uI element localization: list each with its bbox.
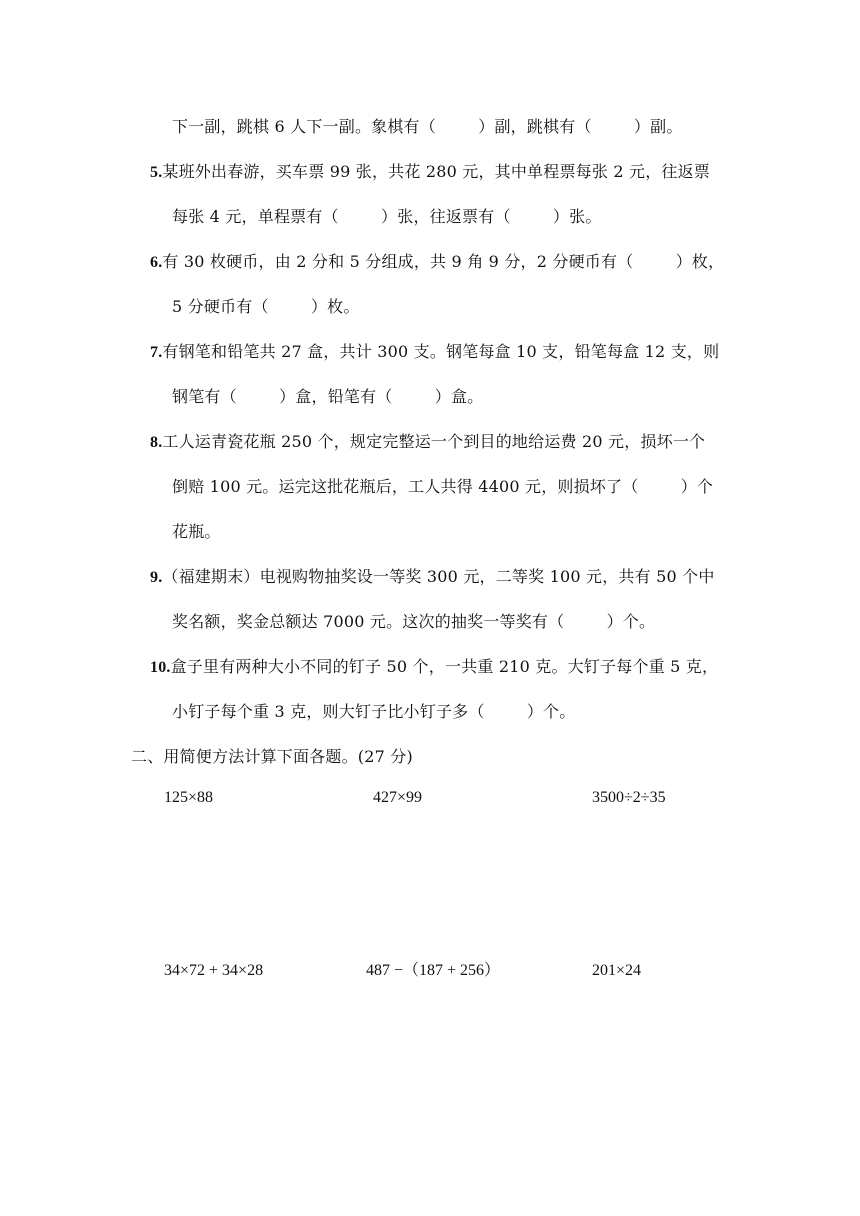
- question-8-line-1: [150, 432, 705, 453]
- question-9-line-2: 奖名额，奖金总额达 7000 元。这次的抽奖一等奖有（ ）个。: [172, 612, 656, 631]
- calc-expression-3: 3500÷2÷35: [592, 789, 666, 806]
- calc-expression-5: 487 −（187 + 256）: [366, 962, 501, 979]
- question-5-line-2: 每张 4 元，单程票有（ ）张，往返票有（ ）张。: [172, 207, 602, 226]
- question-7-line-2: 钢笔有（ ）盒，铅笔有（ ）盒。: [172, 387, 484, 406]
- question-7-text-1: 有钢笔和铅笔共 27 盒，共计 300 支。钢笔每盒 10 支，铅笔每盒 12 支，则: [162, 342, 720, 361]
- question-9-number: 9.: [150, 569, 163, 586]
- question-10-line-2: 小钉子每个重 3 克，则大钉子比小钉子多（ ）个。: [172, 702, 576, 721]
- question-8-number: 8.: [150, 434, 163, 451]
- calc-expression-6: 201×24: [592, 962, 642, 979]
- question-6-number: 6.: [150, 254, 163, 271]
- question-4-continuation: 下一副，跳棋 6 人下一副。象棋有（ ）副，跳棋有（ ）副。: [172, 117, 683, 136]
- question-5-number: 5.: [150, 164, 163, 181]
- question-7-number: 7.: [150, 344, 163, 361]
- question-8-text-1: 工人运青瓷花瓶 250 个，规定完整运一个到目的地给运费 20 元，损坏一个: [162, 432, 706, 451]
- question-5-text-1: 某班外出春游，买车票 99 张，共花 280 元，其中单程票每张 2 元，往返票: [162, 162, 711, 181]
- calc-expression-2: 427×99: [373, 789, 423, 806]
- question-10-number: 10.: [150, 659, 171, 676]
- question-7-line-1: [150, 342, 719, 363]
- question-6-line-1: [150, 252, 724, 273]
- question-5-line-1: [150, 162, 710, 183]
- question-6-line-2: 5 分硬币有（ ）枚。: [172, 297, 360, 316]
- calc-expression-1: 125×88: [164, 789, 214, 806]
- calc-expression-4: 34×72 + 34×28: [164, 962, 264, 979]
- question-10-text-1: 盒子里有两种大小不同的钉子 50 个，一共重 210 克。大钉子每个重 5 克，: [170, 657, 719, 676]
- question-6-text-1: 有 30 枚硬币，由 2 分和 5 分组成，共 9 角 9 分，2 分硬币有（ ）枚，: [162, 252, 725, 271]
- question-9-text-1: （福建期末）电视购物抽奖设一等奖 300 元，二等奖 100 元，共有 50 个中: [162, 567, 715, 586]
- question-8-line-3: 花瓶。: [172, 522, 221, 541]
- question-9-line-1: [150, 567, 715, 588]
- question-10-line-1: [150, 657, 718, 678]
- section-2-heading: 二、用简便方法计算下面各题。(27 分): [131, 747, 413, 766]
- question-8-line-2: 倒赔 100 元。运完这批花瓶后，工人共得 4400 元，则损坏了（ ）个: [172, 477, 714, 496]
